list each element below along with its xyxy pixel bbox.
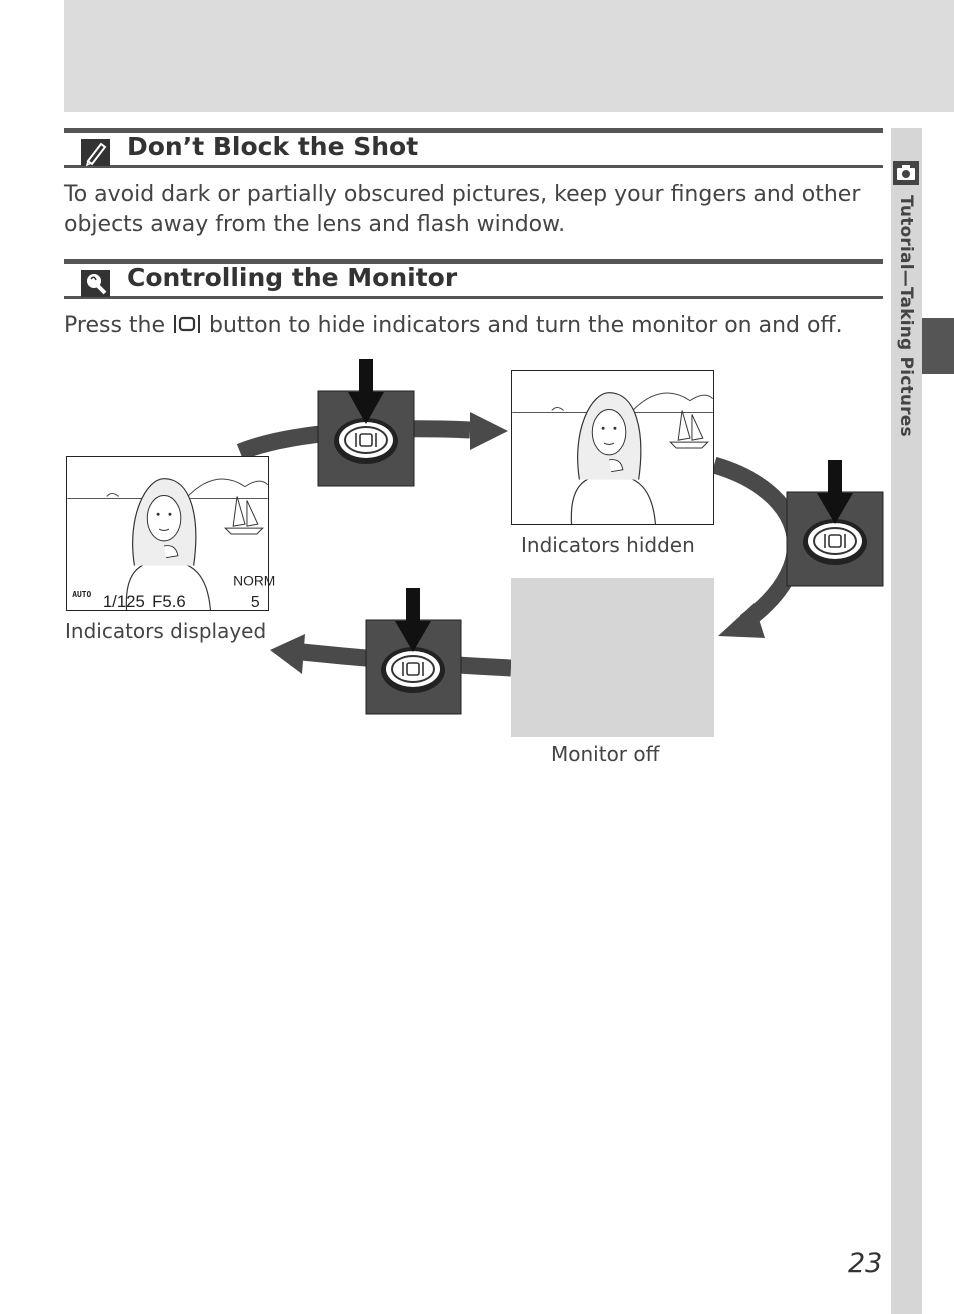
caption-monitor-off: Monitor off <box>551 742 660 766</box>
button-press-2 <box>787 460 883 586</box>
page-number: 23 <box>848 1248 883 1279</box>
body-text-after: button to hide indicators and turn the monitor on and off. <box>209 313 843 338</box>
indicator-aperture: F5.6 <box>152 592 186 612</box>
chapter-label: Tutorial—Taking Pictures <box>896 195 916 437</box>
caption-indicators-displayed: Indicators displayed <box>65 619 267 643</box>
button-press-1 <box>318 359 414 486</box>
indicator-remaining: 5 <box>250 594 260 612</box>
body-text-before: Press the <box>64 313 165 338</box>
indicator-quality: NORM <box>233 572 276 589</box>
section-title: Controlling the Monitor <box>127 263 458 292</box>
indicator-shutter: 1/125 <box>102 592 145 612</box>
section-body: To avoid dark or partially obscured pictures, keep your fingers and other objects away from the lens and flash window. <box>64 182 861 237</box>
section-title: Don’t Block the Shot <box>127 132 419 161</box>
button-press-3 <box>366 588 461 714</box>
indicator-mode: AUTO <box>72 590 92 600</box>
caption-indicators-hidden: Indicators hidden <box>521 533 695 557</box>
